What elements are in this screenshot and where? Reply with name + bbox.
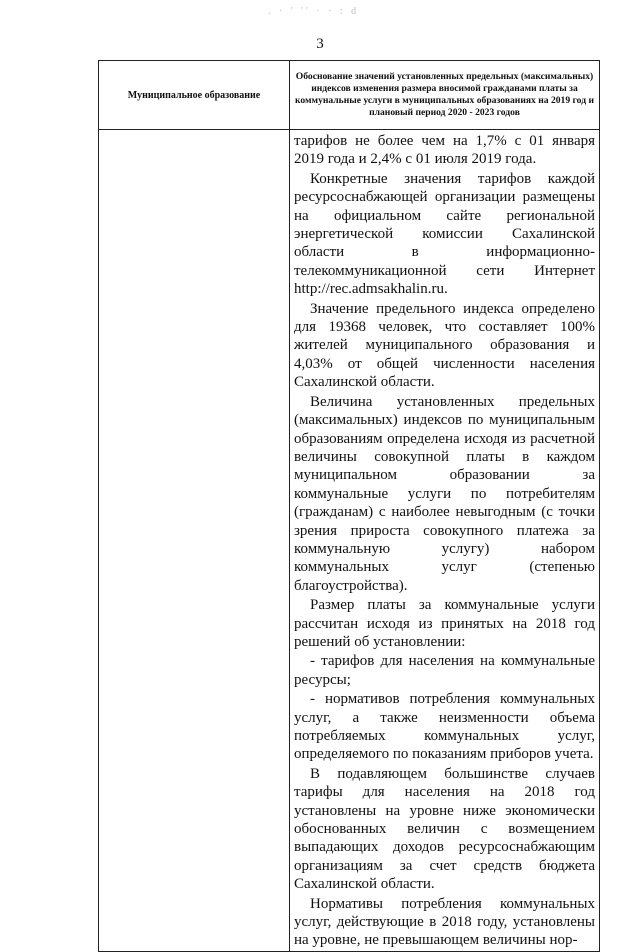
table-header-row	[99, 61, 600, 130]
paragraph: Значение предельного индекса определено для 19368 человек, что составляет 100% жителей муниципального образования и 4,03% от общей численности населения Сахалинской области.	[294, 300, 595, 391]
justification-table	[98, 60, 600, 952]
paragraph: - нормативов потребления коммунальных услуг, а также неизменности объема потребляемых коммунальных услуг, определяемого по показаниям приборов учета.	[294, 691, 595, 763]
paragraph: Конкретные значения тарифов каждой ресурсоснабжающей организации размещены на официальном сайте региональной энергетической комиссии Сахалинской области в информационно-телекоммуникационной сети Интернет http://rec.admsakhalin.ru.	[294, 170, 595, 298]
table-body-row	[99, 130, 600, 952]
justification-column-header: Обоснование значений установленных предельных (максимальных) индексов изменения размера вносимой гражданами платы за коммунальные услуги в муниципальных образованиях на 2019 год и плановый период 2020 - 2023 годов	[290, 61, 600, 130]
page-number: 3	[316, 36, 324, 52]
scan-stamp-mark: . · ' '' · · : d	[268, 6, 360, 17]
municipality-cell	[99, 130, 290, 952]
municipality-column-header: Муниципальное образование	[99, 61, 290, 130]
paragraph: В подавляющем большинстве случаев тарифы для населения на 2018 год установлены на уровне ниже экономически обоснованных величин с возмещением выпадающих доходов ресурсоснабжающим организациям за счет средств бюджета Сахалинской области.	[294, 765, 595, 893]
paragraph: - тарифов для населения на коммунальные ресурсы;	[294, 653, 595, 688]
paragraph: Величина установленных предельных (максимальных) индексов по муниципальным образованиям определена исходя из расчетной величины совокупной платы в каждом муниципальном образовании за коммунальные услуги по потребителям (гражданам) с наиболее невыгодным (с точки зрения прироста совокупного платежа за коммунальную услугу) набором коммунальных услуг (степенью благоустройства).	[294, 393, 595, 594]
paragraph: Нормативы потребления коммунальных услуг, действующие в 2018 году, установлены на уровне, не превышающем величины нор-	[294, 895, 595, 949]
paragraph: тарифов не более чем на 1,7% с 01 января 2019 года и 2,4% с 01 июля 2019 года.	[294, 133, 595, 168]
justification-cell	[290, 130, 600, 952]
paragraph: Размер платы за коммунальные услуги рассчитан исходя из принятых на 2018 год решений об установлении:	[294, 597, 595, 650]
